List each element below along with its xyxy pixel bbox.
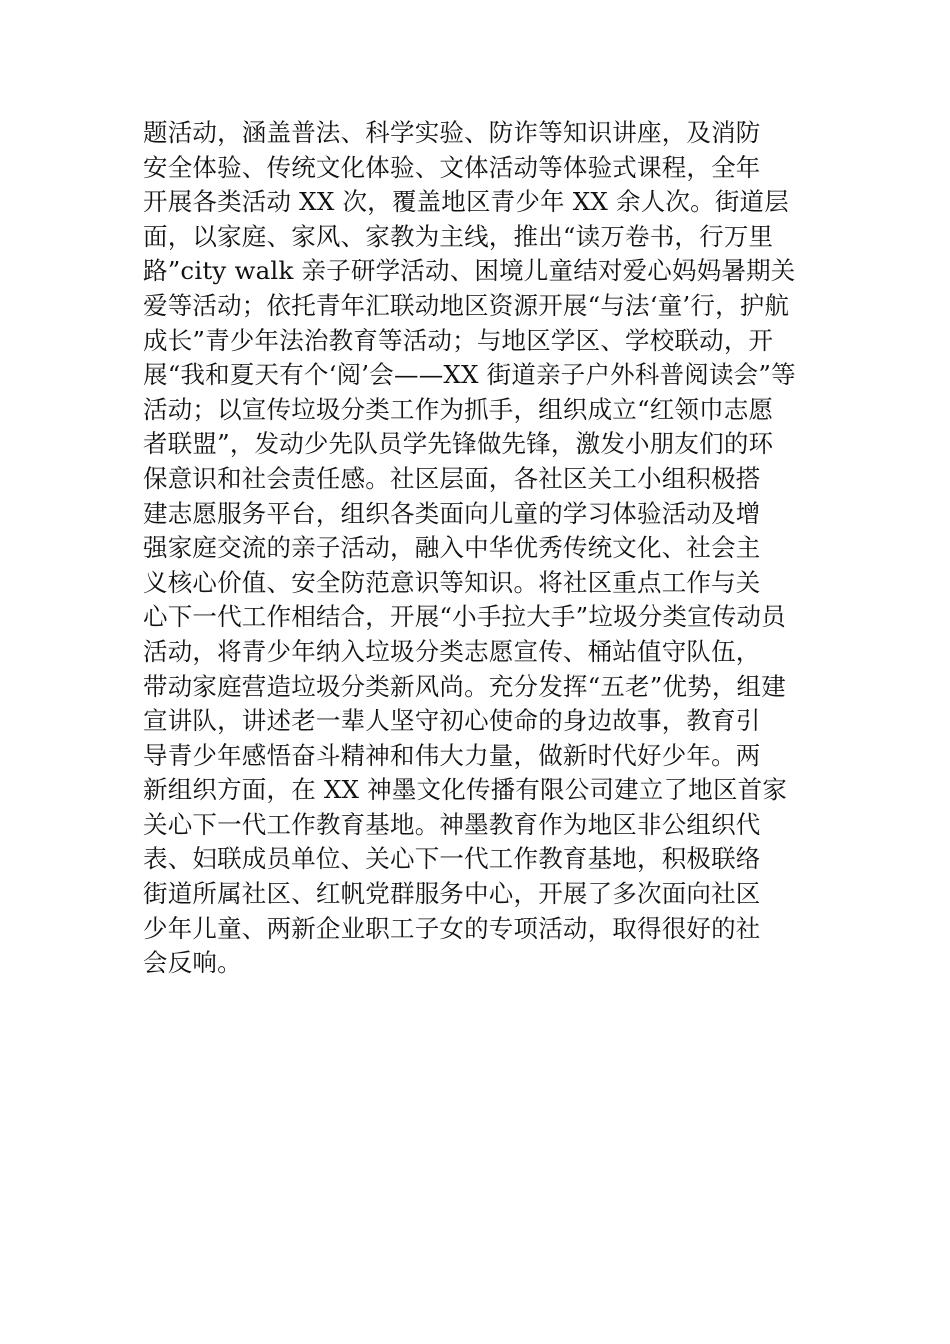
paragraph-line: 会反响。 <box>143 948 242 978</box>
paragraph-line: 活动；以宣传垃圾分类工作为抓手，组织成立“红领巾志愿 <box>143 394 774 424</box>
paragraph-line: 心下一代工作相结合，开展“小手拉大手”垃圾分类宣传动员 <box>143 602 786 632</box>
paragraph-line: 强家庭交流的亲子活动，融入中华优秀传统文化、社会主 <box>143 533 761 563</box>
paragraph-line: 关心下一代工作教育基地。神墨教育作为地区非公组织代 <box>143 809 761 839</box>
paragraph-line: 路”city walk 亲子研学活动、困境儿童结对爱心妈妈暑期关 <box>143 256 796 286</box>
body-paragraph <box>143 116 813 981</box>
paragraph-line: 成长”青少年法治教育等活动；与地区学区、学校联动，开 <box>143 325 774 355</box>
paragraph-line: 保意识和社会责任感。社区层面，各社区关工小组积极搭 <box>143 463 761 493</box>
paragraph-line: 开展各类活动 XX 次，覆盖地区青少年 XX 余人次。街道层 <box>143 187 789 217</box>
paragraph-line: 爱等活动；依托青年汇联动地区资源开展“与法‘童’行，护航 <box>143 290 790 320</box>
paragraph-line: 表、妇联成员单位、关心下一代工作教育基地，积极联络 <box>143 844 761 874</box>
paragraph-line: 安全体验、传统文化体验、文体活动等体验式课程，全年 <box>143 152 761 182</box>
paragraph-line: 展“我和夏天有个‘阅’会——XX 街道亲子户外科普阅读会”等 <box>143 360 796 390</box>
paragraph-line: 新组织方面，在 XX 神墨文化传播有限公司建立了地区首家 <box>143 775 788 805</box>
paragraph-line: 街道所属社区、红帆党群服务中心，开展了多次面向社区 <box>143 879 761 909</box>
paragraph-line: 少年儿童、两新企业职工子女的专项活动，取得很好的社 <box>143 913 761 943</box>
paragraph-line: 者联盟”，发动少先队员学先锋做先锋，激发小朋友们的环 <box>143 429 774 459</box>
paragraph-line: 面，以家庭、家风、家教为主线，推出“读万卷书，行万里 <box>143 221 774 251</box>
paragraph-line: 义核心价值、安全防范意识等知识。将社区重点工作与关 <box>143 567 761 597</box>
paragraph-line: 题活动，涵盖普法、科学实验、防诈等知识讲座，及消防 <box>143 118 761 147</box>
paragraph-line: 宣讲队，讲述老一辈人坚守初心使命的身边故事，教育引 <box>143 706 761 736</box>
paragraph-line: 带动家庭营造垃圾分类新风尚。充分发挥“五老”优势，组建 <box>143 671 786 701</box>
paragraph-line: 建志愿服务平台，组织各类面向儿童的学习体验活动及增 <box>143 498 761 528</box>
paragraph-line: 活动，将青少年纳入垃圾分类志愿宣传、桶站值守队伍， <box>143 636 761 666</box>
paragraph-line: 导青少年感悟奋斗精神和伟大力量，做新时代好少年。两 <box>143 740 761 770</box>
